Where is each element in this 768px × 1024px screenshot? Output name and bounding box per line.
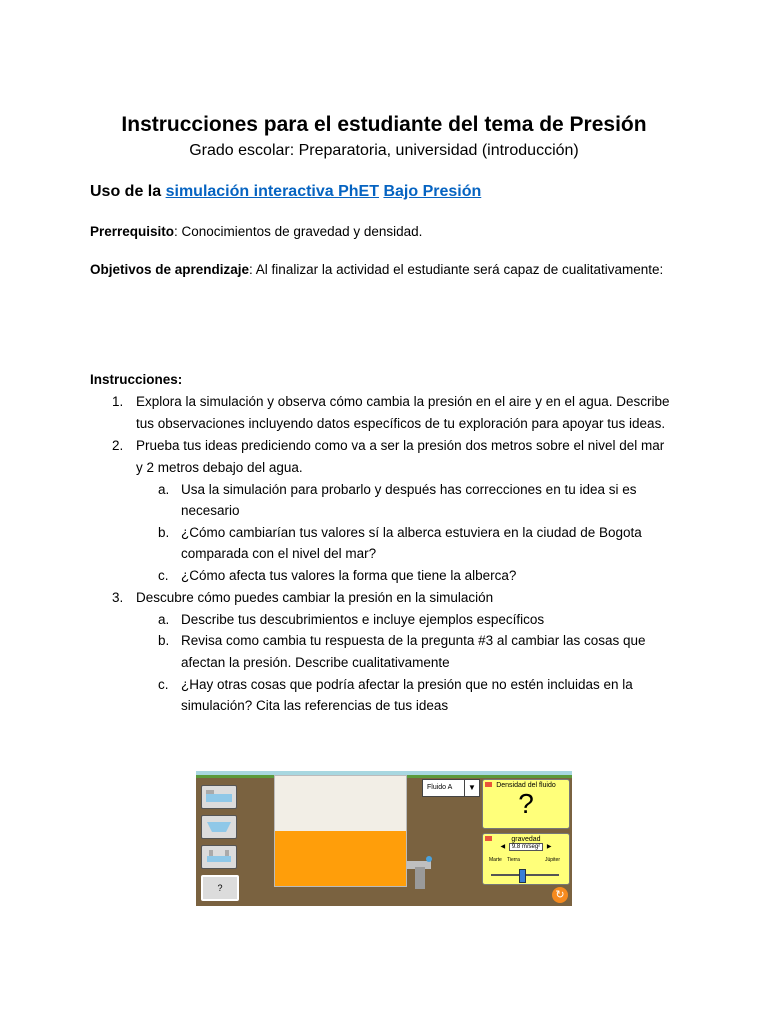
scene-button-trapezoid[interactable] bbox=[201, 815, 237, 839]
objectives-label: Objetivos de aprendizaje bbox=[90, 262, 250, 277]
scene-button-mystery[interactable] bbox=[201, 875, 239, 901]
chevron-down-icon[interactable]: ▼ bbox=[464, 780, 479, 796]
list-item-line: necesario bbox=[181, 503, 240, 518]
list-item-line: comparada con el nivel del mar? bbox=[181, 546, 377, 561]
density-value: ? bbox=[518, 788, 534, 819]
scene-button-pool[interactable] bbox=[201, 785, 237, 809]
faucet-icon[interactable] bbox=[405, 855, 433, 893]
gravity-slider-knob[interactable] bbox=[519, 869, 526, 883]
mystery-scene-label: ? bbox=[217, 883, 223, 893]
density-panel-title: Densidad del fluido bbox=[496, 782, 556, 789]
list-item-line: Prueba tus ideas prediciendo como va a ser la presión dos metros sobre el nivel del mar bbox=[136, 438, 665, 453]
fluid-dropdown[interactable] bbox=[422, 779, 480, 797]
gravity-panel bbox=[482, 833, 570, 885]
list-item-line: simulación? Cita las referencias de tus ideas bbox=[181, 698, 449, 713]
fluid-dropdown-value: Fluido A bbox=[427, 784, 453, 791]
list-item-number: 2. bbox=[112, 438, 124, 453]
gravity-mark-jupiter: Júpiter bbox=[545, 857, 561, 863]
prerequisite-text: : Conocimientos de gravedad y densidad. bbox=[174, 224, 423, 239]
list-item-line: ¿Cómo afecta tus valores la forma que tiene la alberca? bbox=[181, 568, 517, 583]
minimize-icon[interactable] bbox=[485, 782, 492, 787]
list-item-number: c. bbox=[158, 677, 169, 692]
list-item-line: tus observaciones incluyendo datos específicos de tu exploración para apoyar tus ideas. bbox=[136, 416, 666, 431]
gravity-mark-mars: Marte bbox=[489, 857, 502, 863]
prerequisite-paragraph bbox=[90, 224, 422, 239]
increment-icon[interactable]: ▶ bbox=[546, 844, 552, 850]
instructions-heading: Instrucciones: bbox=[90, 372, 183, 387]
density-panel bbox=[482, 779, 570, 829]
liquid bbox=[275, 831, 406, 886]
gravity-stepper[interactable] bbox=[483, 843, 569, 851]
minimize-icon[interactable] bbox=[485, 836, 492, 841]
bajo-presion-link[interactable]: Bajo Presión bbox=[383, 183, 482, 200]
phet-simulation-image bbox=[196, 771, 572, 906]
decrement-icon[interactable]: ◀ bbox=[500, 844, 506, 850]
reset-icon[interactable]: ↻ bbox=[552, 887, 568, 903]
list-item-number: a. bbox=[158, 482, 170, 497]
gravity-slider[interactable] bbox=[491, 874, 559, 876]
section-heading bbox=[90, 183, 481, 201]
page-title: Instrucciones para el estudiante del tema de Presión bbox=[121, 113, 647, 136]
scene-button-chamber[interactable] bbox=[201, 845, 237, 869]
phet-simulation-link[interactable]: simulación interactiva PhET bbox=[165, 183, 379, 200]
page-subtitle: Grado escolar: Preparatoria, universidad (introducción) bbox=[189, 142, 579, 159]
list-item-line: Explora la simulación y observa cómo cambia la presión en el aire y en el agua. Describe bbox=[136, 394, 670, 409]
gravity-value[interactable]: 9.8 m/seg² bbox=[509, 843, 543, 851]
list-item-line: ¿Hay otras cosas que podría afectar la presión que no estén incluidas en la bbox=[181, 677, 633, 692]
list-item-line: Descubre cómo puedes cambiar la presión en la simulación bbox=[136, 590, 494, 605]
list-item-line: Usa la simulación para probarlo y después has correcciones en tu idea si es bbox=[181, 482, 637, 497]
list-item-number: a. bbox=[158, 612, 170, 627]
gravity-mark-earth: Tierra bbox=[507, 857, 520, 863]
prerequisite-label: Prerrequisito bbox=[90, 224, 175, 239]
list-item-number: b. bbox=[158, 525, 170, 540]
objectives-paragraph bbox=[90, 262, 663, 277]
list-item-line: ¿Cómo cambiarían tus valores sí la alberca estuviera en la ciudad de Bogota bbox=[181, 525, 642, 540]
list-item-line: afectan la presión. Describe cualitativamente bbox=[181, 655, 450, 670]
list-item-number: 3. bbox=[112, 590, 124, 605]
list-item-number: b. bbox=[158, 633, 170, 648]
trapezoid-scene-icon bbox=[204, 816, 234, 834]
list-item-line: Describe tus descubrimientos e incluye ejemplos específicos bbox=[181, 612, 545, 627]
chamber-scene-icon bbox=[204, 846, 234, 864]
pool-container bbox=[274, 775, 407, 887]
list-item-number: 1. bbox=[112, 394, 124, 409]
gravity-panel-title: gravedad bbox=[511, 836, 541, 843]
section-prefix: Uso de la bbox=[90, 183, 162, 200]
pool-scene-icon bbox=[204, 786, 234, 804]
list-item-line: y 2 metros debajo del agua. bbox=[136, 460, 303, 475]
objectives-text: : Al finalizar la actividad el estudiante será capaz de cualitativamente: bbox=[249, 262, 664, 277]
list-item-number: c. bbox=[158, 568, 169, 583]
list-item-line: Revisa como cambia tu respuesta de la pregunta #3 al cambiar las cosas que bbox=[181, 633, 646, 648]
